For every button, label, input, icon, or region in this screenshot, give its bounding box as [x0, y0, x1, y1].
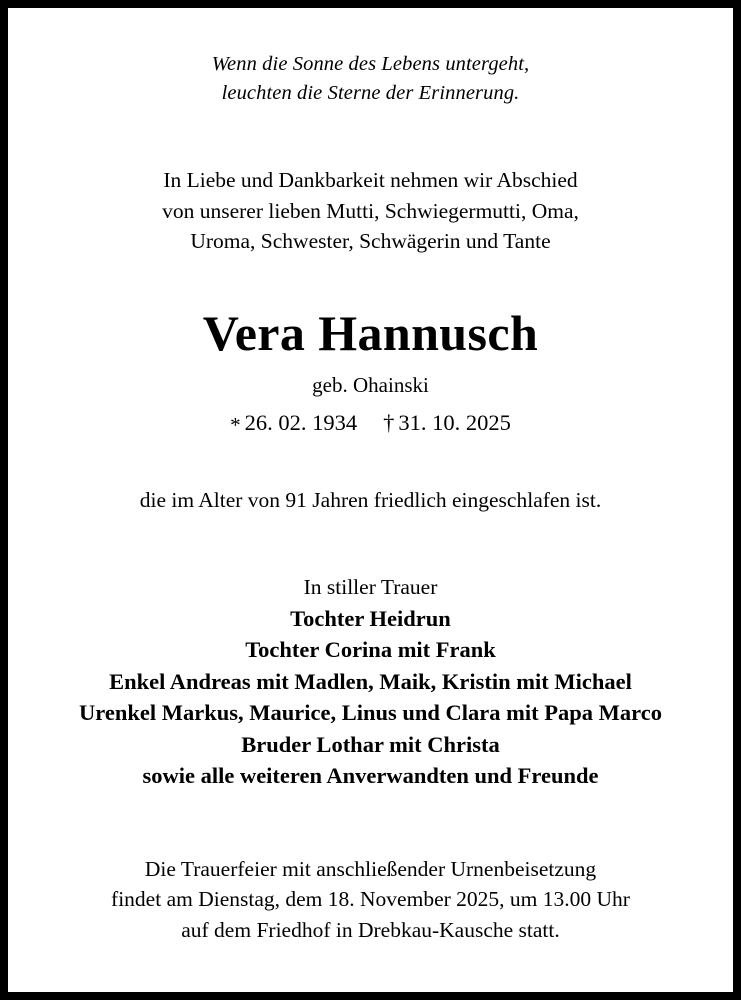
death-date: 31. 10. 2025 [398, 410, 511, 436]
birth-date: 26. 02. 1934 [244, 410, 358, 436]
mourner-line: Tochter Heidrun [290, 605, 451, 631]
intro-paragraph [38, 108, 703, 257]
intro-line-1: In Liebe und Dankbarkeit nehmen wir Abschied [163, 168, 578, 193]
mourner-line: sowie alle weiteren Anverwandten und Freunde [142, 763, 599, 789]
mourners-block [38, 515, 703, 792]
service-line-1: Die Trauerfeier mit anschließender Urnenbeisetzung [144, 856, 597, 881]
age-sentence: die im Alter von 91 Jahren friedlich eingeschlafen ist. [139, 488, 602, 513]
intro-line-3: Uroma, Schwester, Schwägerin und Tante [190, 229, 551, 254]
mourner-line: Enkel Andreas mit Madlen, Maik, Kristin mit Michael [109, 668, 632, 694]
death-cross-icon: † [383, 410, 395, 436]
epigraph-line-2: leuchten die Sterne der Erinnerung. [221, 82, 520, 105]
obituary-content [8, 8, 733, 992]
deceased-name-block [38, 257, 703, 438]
mourners-heading: In stiller Trauer [303, 575, 438, 600]
mourner-line: Urenkel Markus, Maurice, Linus und Clara mit Papa Marco [79, 700, 662, 726]
deceased-name: Vera Hannusch [202, 304, 539, 361]
deceased-maiden-name: geb. Ohainski [312, 372, 429, 397]
epigraph-verse [38, 46, 703, 108]
mourner-line: Bruder Lothar mit Christa [241, 731, 500, 757]
mourner-line: Tochter Corina mit Frank [245, 637, 496, 663]
birth-star-icon: * [230, 413, 241, 438]
service-line-3: auf dem Friedhof in Drebkau-Kausche statt. [181, 918, 560, 942]
intro-line-2: von unserer lieben Mutti, Schwiegermutti, Oma, [162, 198, 579, 223]
epigraph-line-1: Wenn die Sonne des Lebens untergeht, [211, 53, 530, 75]
service-line-2: findet am Dienstag, dem 18. November 2025, um 13.00 Uhr [111, 887, 630, 912]
life-dates [38, 399, 703, 437]
funeral-service-details [38, 792, 703, 946]
